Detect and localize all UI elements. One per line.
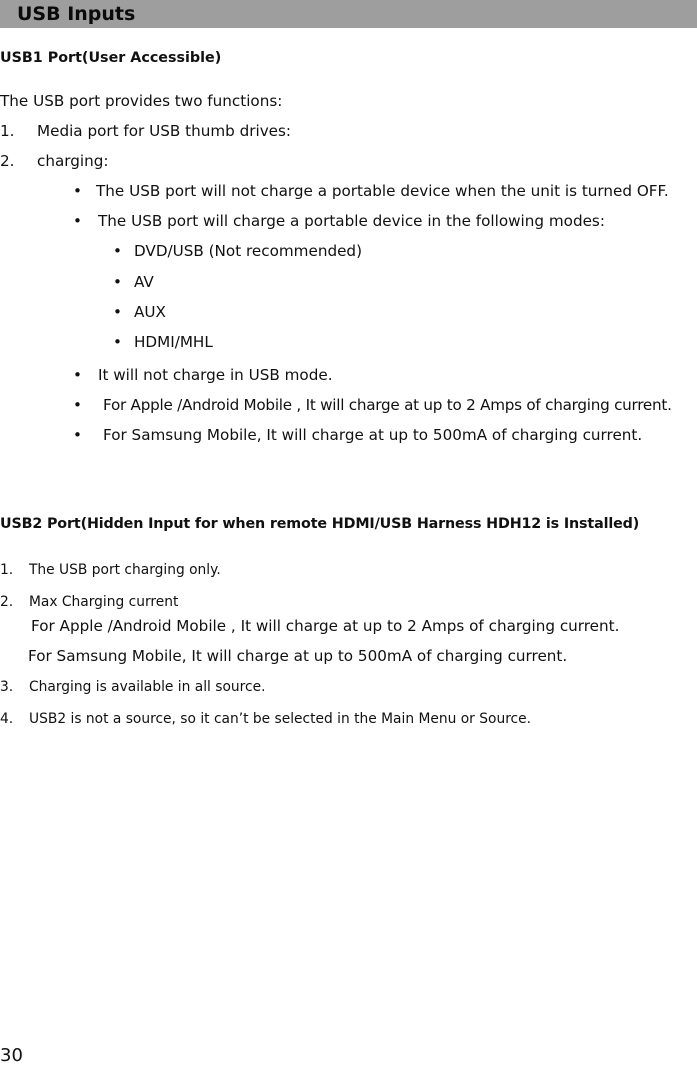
bullet-marker: • (73, 396, 82, 414)
bullet-marker: • (113, 303, 122, 321)
bullet-marker: • (113, 273, 122, 291)
usb2-heading: USB2 Port(Hidden Input for when remote HDMI/USB Harness HDH12 is Installed) (0, 516, 640, 532)
usb2-item4-text: USB2 is not a source, so it can’t be selected in the Main Menu or Source. (29, 711, 532, 727)
section-header-bar (0, 0, 697, 28)
usb1-item2-number: 2. (0, 152, 15, 170)
usb1-item1-number: 1. (0, 122, 15, 140)
usb2-item2-samsung: For Samsung Mobile, It will charge at up to 500mA of charging current. (28, 647, 568, 665)
usb1-bullet-off: The USB port will not charge a portable device when the unit is turned OFF. (96, 182, 669, 200)
bullet-marker: • (73, 212, 82, 230)
usb2-item4-number: 4. (0, 711, 14, 727)
usb2-item1-text: The USB port charging only. (29, 562, 221, 578)
bullet-marker: • (73, 426, 82, 444)
usb2-item3-number: 3. (0, 679, 14, 695)
usb2-item1-number: 1. (0, 562, 14, 578)
usb1-item2-text: charging: (37, 152, 109, 170)
usb1-heading: USB1 Port(User Accessible) (0, 50, 222, 66)
mode-item: AV (134, 273, 154, 291)
usb1-bullet-modes: The USB port will charge a portable device in the following modes: (98, 212, 605, 230)
usb1-bullet-samsung: For Samsung Mobile, It will charge at up to 500mA of charging current. (103, 426, 643, 444)
bullet-marker: • (113, 242, 122, 260)
usb1-intro: The USB port provides two functions: (0, 92, 283, 110)
usb1-item1-text: Media port for USB thumb drives: (37, 122, 292, 140)
usb2-item2-text: Max Charging current (29, 594, 179, 610)
usb2-item3-text: Charging is available in all source. (29, 679, 266, 695)
usb2-item2-apple: For Apple /Android Mobile , It will charge at up to 2 Amps of charging current. (31, 617, 620, 635)
usb2-item2-number: 2. (0, 594, 14, 610)
mode-item: HDMI/MHL (134, 333, 213, 351)
usb1-bullet-apple: For Apple /Android Mobile , It will charge at up to 2 Amps of charging current. (103, 396, 672, 414)
mode-item: AUX (134, 303, 166, 321)
bullet-marker: • (113, 333, 122, 351)
bullet-marker: • (73, 182, 82, 200)
mode-item: DVD/USB (Not recommended) (134, 242, 362, 260)
bullet-marker: • (73, 366, 82, 384)
section-title: USB Inputs (17, 3, 136, 25)
page-number: 30 (0, 1045, 23, 1066)
usb1-bullet-usb-mode: It will not charge in USB mode. (98, 366, 333, 384)
